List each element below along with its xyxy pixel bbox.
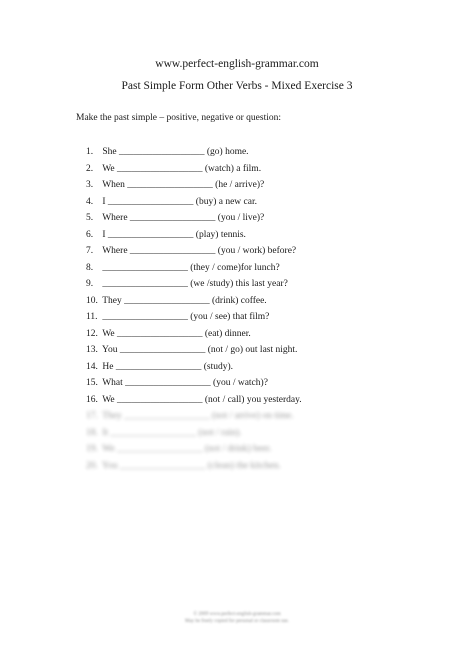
item-number: 11. (86, 312, 98, 322)
item-number: 13. (86, 345, 98, 355)
page-title: Past Simple Form Other Verbs - Mixed Exercise 3 (121, 80, 353, 92)
item-text: He __________________ (study). (102, 361, 233, 372)
item-number: 6. (86, 229, 94, 240)
exercise-item (86, 163, 416, 180)
exercise-item (86, 229, 416, 246)
item-text: __________________ (we /study) this last year? (102, 279, 288, 289)
exercise-item (86, 427, 294, 444)
exercise-item (86, 410, 294, 427)
exercise-item (86, 460, 294, 477)
exercise-item (86, 311, 416, 328)
exercise-item (86, 377, 416, 394)
exercise-item (86, 245, 416, 262)
footer-notice: May be freely copied for personal or classroom use. (185, 619, 289, 624)
exercise-item (86, 443, 294, 460)
item-text: When __________________ (he / arrive)? (102, 180, 265, 190)
item-number: 20. (86, 460, 98, 471)
item-number: 8. (86, 262, 94, 273)
exercise-item (86, 278, 416, 295)
item-number: 18. (86, 427, 98, 438)
item-text: She __________________ (go) home. (102, 147, 249, 157)
item-number: 9. (86, 279, 94, 289)
item-number: 15. (86, 378, 98, 388)
item-number: 7. (86, 246, 94, 256)
exercise-item (86, 361, 416, 378)
item-number: 2. (86, 163, 94, 174)
exercise-item (86, 146, 416, 163)
item-text: What __________________ (you / watch)? (102, 378, 268, 388)
item-text: It __________________ (not / rain). (102, 427, 242, 438)
item-text: __________________ (you / see) that film? (102, 312, 270, 322)
item-number: 17. (86, 411, 98, 421)
exercise-item (86, 344, 416, 361)
item-text: We __________________ (not / drink) beer. (102, 444, 272, 454)
exercise-item (86, 196, 416, 213)
item-text: They __________________ (not / arrive) on time. (102, 411, 294, 421)
item-number: 10. (86, 295, 98, 306)
item-number: 16. (86, 394, 98, 405)
instructions: Make the past simple – positive, negative or question: (76, 113, 282, 123)
item-text: They __________________ (drink) coffee. (102, 295, 267, 306)
item-text: __________________ (they / come)for lunch? (102, 262, 280, 273)
exercise-item (86, 262, 416, 279)
item-text: Where __________________ (you / live)? (102, 213, 265, 223)
exercise-item (86, 328, 416, 345)
item-number: 3. (86, 180, 94, 190)
exercise-list (86, 146, 416, 410)
exercise-item (86, 179, 416, 196)
item-text: I __________________ (buy) a new car. (102, 196, 257, 207)
item-number: 5. (86, 213, 94, 223)
item-text: We __________________ (watch) a film. (102, 163, 262, 174)
item-text: You __________________ (not / go) out last night. (102, 345, 298, 355)
item-text: You __________________ (clean) the kitchen. (102, 460, 281, 471)
exercise-item (86, 212, 416, 229)
footer (0, 611, 474, 625)
item-number: 12. (86, 328, 98, 339)
item-number: 19. (86, 444, 98, 454)
exercise-item (86, 394, 416, 411)
item-number: 4. (86, 196, 94, 207)
footer-copyright: © 2009 www.perfect-english-grammar.com (193, 612, 281, 617)
item-text: We __________________ (eat) dinner. (102, 328, 251, 339)
item-number: 1. (86, 147, 94, 157)
site-url: www.perfect-english-grammar.com (155, 58, 319, 70)
exercise-item (86, 295, 416, 312)
item-number: 14. (86, 361, 98, 372)
item-text: We __________________ (not / call) you yesterday. (102, 394, 302, 405)
item-text: I __________________ (play) tennis. (102, 229, 246, 240)
blurred-exercise-list (86, 410, 294, 476)
item-text: Where __________________ (you / work) before? (102, 246, 297, 256)
